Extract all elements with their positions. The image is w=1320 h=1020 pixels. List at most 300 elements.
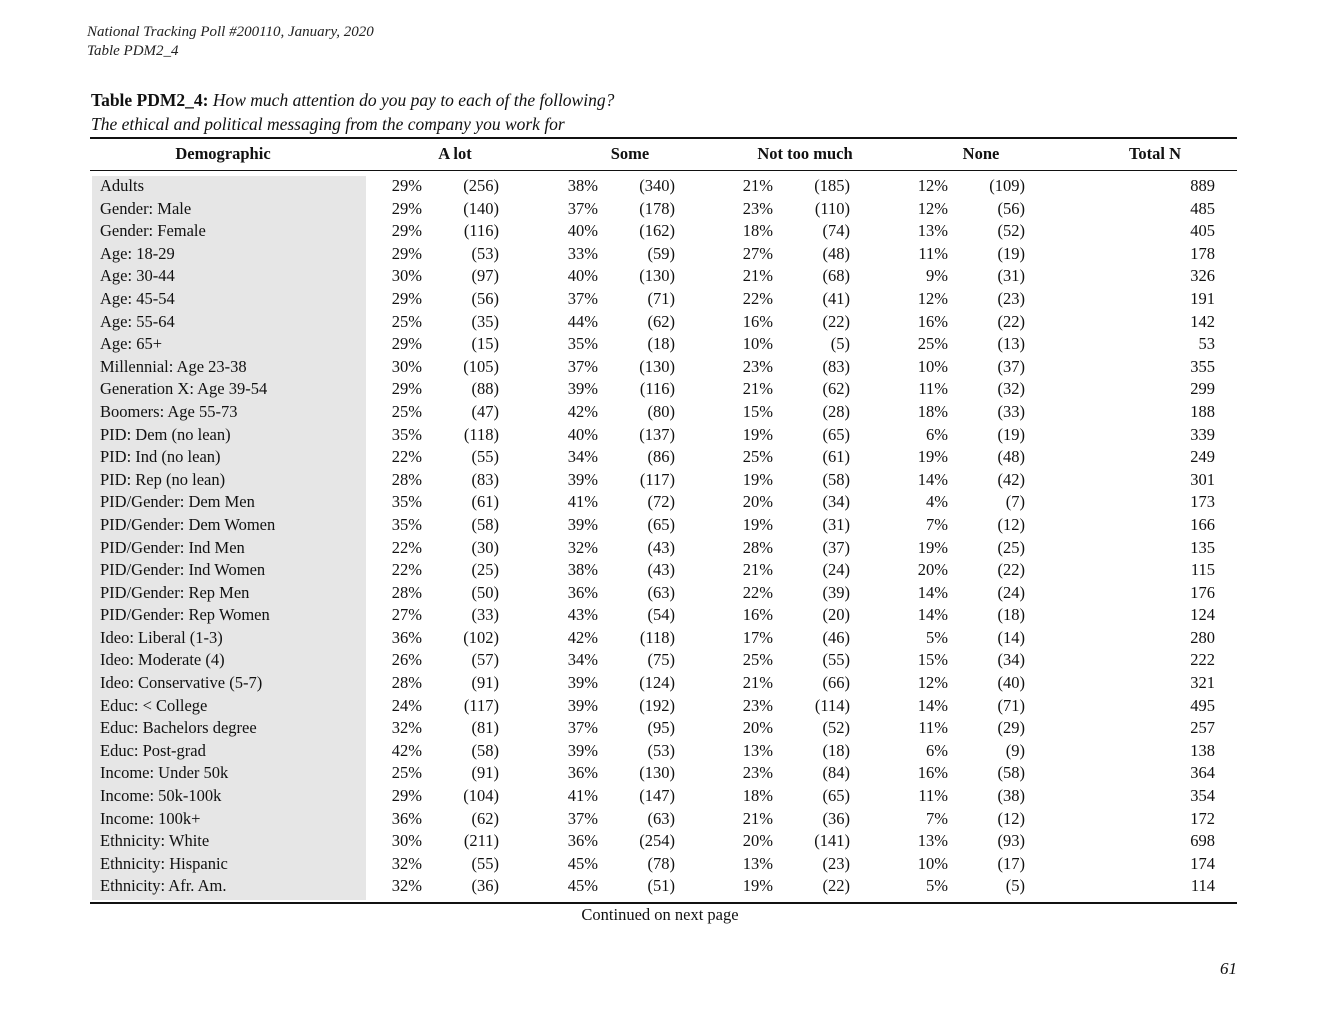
caption-question: How much attention do you pay to each of the following? [212, 90, 615, 110]
cell-not-too-much-n: (20) [822, 605, 850, 625]
cell-not-too-much-pct: 25% [742, 650, 773, 670]
row-label: Gender: Female [100, 221, 206, 241]
cell-some-pct: 39% [567, 469, 598, 489]
cell-a-lot-n: (97) [471, 266, 499, 286]
table-row [0, 311, 1320, 334]
row-label: PID/Gender: Rep Men [100, 582, 250, 602]
cell-none-pct: 12% [917, 288, 948, 308]
cell-a-lot-n: (57) [471, 650, 499, 670]
cell-none-n: (40) [997, 673, 1025, 693]
cell-some-n: (137) [639, 424, 675, 444]
cell-a-lot-n: (91) [471, 673, 499, 693]
cell-none-n: (22) [997, 560, 1025, 580]
cell-not-too-much-n: (84) [822, 763, 850, 783]
cell-a-lot-n: (88) [471, 379, 499, 399]
cell-none-pct: 12% [917, 198, 948, 218]
table-row [0, 514, 1320, 537]
table-row [0, 762, 1320, 785]
table-row [0, 582, 1320, 605]
cell-a-lot-pct: 32% [391, 718, 422, 738]
row-label: PID/Gender: Ind Women [100, 560, 266, 580]
table-row [0, 401, 1320, 424]
row-label: PID/Gender: Dem Men [100, 492, 255, 512]
row-label: Educ: Post-grad [100, 740, 206, 760]
table-row [0, 288, 1320, 311]
table-row [0, 537, 1320, 560]
cell-none-n: (37) [997, 356, 1025, 376]
cell-none-n: (56) [997, 198, 1025, 218]
cell-not-too-much-pct: 18% [742, 221, 773, 241]
cell-none-pct: 13% [917, 831, 948, 851]
cell-total-n: 354 [1190, 786, 1215, 806]
row-label: Educ: < College [100, 695, 208, 715]
cell-a-lot-n: (50) [471, 582, 499, 602]
table-row [0, 356, 1320, 379]
row-label: PID: Dem (no lean) [100, 424, 231, 444]
cell-none-pct: 5% [926, 876, 948, 896]
cell-total-n: 698 [1190, 831, 1215, 851]
cell-some-n: (43) [647, 560, 675, 580]
cell-a-lot-pct: 29% [391, 243, 422, 263]
cell-none-pct: 12% [917, 673, 948, 693]
table-row [0, 785, 1320, 808]
cell-some-n: (65) [647, 514, 675, 534]
cell-a-lot-pct: 32% [391, 853, 422, 873]
cell-none-n: (12) [997, 808, 1025, 828]
cell-not-too-much-pct: 20% [742, 831, 773, 851]
cell-none-n: (32) [997, 379, 1025, 399]
cell-some-pct: 39% [567, 514, 598, 534]
cell-none-n: (29) [997, 718, 1025, 738]
cell-some-pct: 40% [567, 266, 598, 286]
cell-total-n: 889 [1190, 176, 1215, 195]
cell-not-too-much-n: (36) [822, 808, 850, 828]
cell-a-lot-pct: 25% [391, 763, 422, 783]
table-row [0, 469, 1320, 492]
poll-title: National Tracking Poll #200110, January, 2020 [87, 24, 374, 40]
cell-none-n: (31) [997, 266, 1025, 286]
row-label: Educ: Bachelors degree [100, 718, 257, 738]
cell-none-pct: 6% [926, 424, 948, 444]
cell-a-lot-pct: 29% [391, 786, 422, 806]
cell-some-pct: 45% [567, 876, 598, 896]
cell-total-n: 326 [1190, 266, 1215, 286]
cell-total-n: 222 [1190, 650, 1215, 670]
cell-none-pct: 4% [926, 492, 948, 512]
cell-none-n: (109) [989, 176, 1025, 195]
cell-not-too-much-pct: 13% [742, 740, 773, 760]
table-row [0, 243, 1320, 266]
table-row [0, 175, 1320, 198]
cell-not-too-much-pct: 10% [742, 334, 773, 354]
cell-a-lot-pct: 35% [391, 492, 422, 512]
cell-some-pct: 44% [567, 311, 598, 331]
cell-a-lot-pct: 30% [391, 356, 422, 376]
cell-some-n: (63) [647, 808, 675, 828]
continued-note: Continued on next page [581, 905, 739, 924]
cell-none-pct: 16% [917, 763, 948, 783]
cell-not-too-much-pct: 18% [742, 786, 773, 806]
col-header-not-too-much: Not too much [757, 144, 853, 163]
cell-some-pct: 45% [567, 853, 598, 873]
table-row [0, 853, 1320, 876]
table-body [0, 175, 1320, 898]
cell-not-too-much-pct: 16% [742, 311, 773, 331]
cell-total-n: 53 [1198, 334, 1215, 354]
cell-not-too-much-n: (34) [822, 492, 850, 512]
cell-total-n: 191 [1190, 288, 1215, 308]
table-row [0, 446, 1320, 469]
cell-a-lot-n: (116) [463, 221, 499, 241]
cell-none-pct: 11% [918, 243, 948, 263]
cell-none-pct: 10% [917, 853, 948, 873]
cell-not-too-much-pct: 27% [742, 243, 773, 263]
cell-a-lot-n: (55) [471, 447, 499, 467]
cell-a-lot-n: (15) [471, 334, 499, 354]
cell-none-pct: 14% [917, 605, 948, 625]
cell-not-too-much-pct: 23% [742, 695, 773, 715]
table-row [0, 875, 1320, 898]
cell-a-lot-n: (104) [463, 786, 499, 806]
cell-not-too-much-pct: 16% [742, 605, 773, 625]
table-top-rule [90, 137, 1237, 139]
cell-none-pct: 9% [926, 266, 948, 286]
cell-none-pct: 15% [917, 650, 948, 670]
cell-a-lot-n: (256) [463, 176, 499, 195]
cell-some-n: (62) [647, 311, 675, 331]
cell-none-pct: 20% [917, 560, 948, 580]
cell-not-too-much-n: (141) [814, 831, 850, 851]
table-row [0, 265, 1320, 288]
cell-none-pct: 14% [917, 695, 948, 715]
cell-a-lot-n: (140) [463, 198, 499, 218]
cell-some-pct: 39% [567, 673, 598, 693]
cell-not-too-much-n: (68) [822, 266, 850, 286]
cell-not-too-much-n: (66) [822, 673, 850, 693]
cell-none-n: (19) [997, 243, 1025, 263]
cell-some-n: (130) [639, 356, 675, 376]
cell-some-n: (162) [639, 221, 675, 241]
table-row [0, 198, 1320, 221]
cell-not-too-much-n: (46) [822, 627, 850, 647]
cell-none-pct: 25% [917, 334, 948, 354]
col-header-none: None [962, 144, 1000, 163]
cell-some-pct: 37% [567, 718, 598, 738]
row-label: Adults [100, 176, 145, 195]
cell-none-pct: 6% [926, 740, 948, 760]
cell-a-lot-n: (25) [471, 560, 499, 580]
cell-some-pct: 40% [567, 424, 598, 444]
cell-some-pct: 36% [567, 763, 598, 783]
cell-none-pct: 14% [917, 469, 948, 489]
col-header-a-lot: A lot [438, 144, 472, 163]
cell-some-pct: 36% [567, 582, 598, 602]
cell-not-too-much-n: (31) [822, 514, 850, 534]
cell-a-lot-pct: 30% [391, 266, 422, 286]
cell-none-pct: 14% [917, 582, 948, 602]
row-label: Income: 100k+ [100, 808, 201, 828]
cell-none-pct: 7% [926, 514, 948, 534]
cell-total-n: 142 [1190, 311, 1215, 331]
row-label: Age: 18-29 [100, 243, 175, 263]
cell-not-too-much-n: (114) [814, 695, 850, 715]
table-row [0, 333, 1320, 356]
cell-some-pct: 43% [567, 605, 598, 625]
row-label: Ideo: Moderate (4) [100, 650, 225, 670]
row-label: Generation X: Age 39-54 [100, 379, 268, 399]
cell-a-lot-pct: 27% [391, 605, 422, 625]
cell-some-n: (340) [639, 176, 675, 195]
cell-not-too-much-pct: 22% [742, 582, 773, 602]
cell-a-lot-n: (53) [471, 243, 499, 263]
cell-a-lot-n: (102) [463, 627, 499, 647]
table-row [0, 740, 1320, 763]
col-header-total-n: Total N [1128, 144, 1182, 163]
cell-some-pct: 36% [567, 831, 598, 851]
cell-not-too-much-n: (52) [822, 718, 850, 738]
cell-a-lot-n: (118) [463, 424, 499, 444]
row-label: Ideo: Liberal (1-3) [100, 627, 223, 647]
cell-a-lot-pct: 29% [391, 288, 422, 308]
cell-total-n: 257 [1190, 718, 1215, 738]
cell-some-n: (43) [647, 537, 675, 557]
row-label: Boomers: Age 55-73 [100, 401, 238, 421]
row-label: PID/Gender: Ind Men [100, 537, 245, 557]
cell-not-too-much-pct: 21% [742, 379, 773, 399]
cell-none-pct: 5% [926, 627, 948, 647]
cell-not-too-much-n: (37) [822, 537, 850, 557]
cell-a-lot-pct: 36% [391, 808, 422, 828]
cell-some-n: (118) [639, 627, 675, 647]
cell-total-n: 115 [1190, 560, 1215, 580]
cell-none-pct: 19% [917, 537, 948, 557]
cell-some-n: (51) [647, 876, 675, 896]
cell-a-lot-pct: 22% [391, 537, 422, 557]
cell-total-n: 178 [1190, 243, 1215, 263]
cell-none-n: (7) [1005, 492, 1025, 512]
cell-a-lot-n: (56) [471, 288, 499, 308]
cell-total-n: 339 [1190, 424, 1215, 444]
cell-a-lot-n: (30) [471, 537, 499, 557]
cell-a-lot-pct: 29% [391, 198, 422, 218]
cell-a-lot-pct: 29% [391, 221, 422, 241]
cell-some-pct: 37% [567, 288, 598, 308]
cell-a-lot-pct: 29% [391, 379, 422, 399]
cell-total-n: 174 [1190, 853, 1215, 873]
row-label: PID: Ind (no lean) [100, 447, 221, 467]
table-row [0, 220, 1320, 243]
cell-a-lot-n: (47) [471, 401, 499, 421]
table-row [0, 627, 1320, 650]
cell-a-lot-n: (58) [471, 514, 499, 534]
cell-a-lot-n: (81) [471, 718, 499, 738]
row-label: PID/Gender: Dem Women [100, 514, 276, 534]
cell-not-too-much-pct: 23% [742, 763, 773, 783]
table-row [0, 830, 1320, 853]
cell-a-lot-pct: 35% [391, 424, 422, 444]
col-header-demographic: Demographic [175, 144, 271, 163]
cell-total-n: 355 [1190, 356, 1215, 376]
cell-total-n: 172 [1190, 808, 1215, 828]
row-label: Ethnicity: White [100, 831, 210, 851]
cell-not-too-much-n: (55) [822, 650, 850, 670]
cell-not-too-much-pct: 21% [742, 266, 773, 286]
cell-not-too-much-n: (28) [822, 401, 850, 421]
cell-none-pct: 7% [926, 808, 948, 828]
row-label: Income: 50k-100k [100, 786, 222, 806]
cell-none-n: (33) [997, 401, 1025, 421]
cell-some-n: (80) [647, 401, 675, 421]
cell-not-too-much-n: (48) [822, 243, 850, 263]
cell-total-n: 138 [1190, 740, 1215, 760]
cell-not-too-much-n: (18) [822, 740, 850, 760]
cell-not-too-much-pct: 19% [742, 514, 773, 534]
cell-some-pct: 34% [567, 650, 598, 670]
cell-not-too-much-pct: 22% [742, 288, 773, 308]
cell-none-n: (14) [997, 627, 1025, 647]
cell-none-pct: 10% [917, 356, 948, 376]
cell-not-too-much-pct: 28% [742, 537, 773, 557]
cell-some-n: (254) [639, 831, 675, 851]
cell-some-pct: 37% [567, 808, 598, 828]
cell-total-n: 301 [1190, 469, 1215, 489]
table-row [0, 672, 1320, 695]
cell-total-n: 364 [1190, 763, 1215, 783]
cell-a-lot-n: (62) [471, 808, 499, 828]
cell-a-lot-pct: 22% [391, 560, 422, 580]
cell-not-too-much-n: (83) [822, 356, 850, 376]
cell-some-n: (54) [647, 605, 675, 625]
row-label: Age: 45-54 [100, 288, 175, 308]
cell-none-pct: 18% [917, 401, 948, 421]
cell-none-n: (25) [997, 537, 1025, 557]
cell-a-lot-pct: 25% [391, 401, 422, 421]
table-row [0, 649, 1320, 672]
cell-a-lot-pct: 28% [391, 673, 422, 693]
cell-some-n: (116) [639, 379, 675, 399]
cell-not-too-much-pct: 19% [742, 876, 773, 896]
row-label: Age: 55-64 [100, 311, 175, 331]
cell-none-pct: 13% [917, 221, 948, 241]
cell-some-n: (124) [639, 673, 675, 693]
cell-not-too-much-pct: 20% [742, 718, 773, 738]
cell-some-pct: 41% [567, 492, 598, 512]
row-label: Age: 30-44 [100, 266, 175, 286]
cell-some-pct: 42% [567, 401, 598, 421]
cell-a-lot-pct: 28% [391, 469, 422, 489]
cell-a-lot-pct: 35% [391, 514, 422, 534]
cell-not-too-much-n: (58) [822, 469, 850, 489]
cell-none-pct: 19% [917, 447, 948, 467]
cell-some-n: (130) [639, 763, 675, 783]
cell-not-too-much-pct: 23% [742, 356, 773, 376]
cell-some-n: (192) [639, 695, 675, 715]
cell-some-n: (75) [647, 650, 675, 670]
cell-none-n: (24) [997, 582, 1025, 602]
cell-a-lot-pct: 32% [391, 876, 422, 896]
cell-not-too-much-pct: 21% [742, 560, 773, 580]
table-caption [91, 88, 1237, 112]
cell-not-too-much-pct: 21% [742, 673, 773, 693]
table-row [0, 604, 1320, 627]
row-label: Income: Under 50k [100, 763, 229, 783]
table-row [0, 695, 1320, 718]
cell-not-too-much-pct: 21% [742, 176, 773, 195]
cell-some-n: (130) [639, 266, 675, 286]
row-label: PID/Gender: Rep Women [100, 605, 270, 625]
cell-none-n: (34) [997, 650, 1025, 670]
cell-none-n: (38) [997, 786, 1025, 806]
cell-a-lot-pct: 36% [391, 627, 422, 647]
cell-not-too-much-n: (185) [814, 176, 850, 195]
cell-total-n: 135 [1190, 537, 1215, 557]
cell-some-pct: 33% [567, 243, 598, 263]
row-label: PID: Rep (no lean) [100, 469, 226, 489]
cell-total-n: 280 [1190, 627, 1215, 647]
cell-a-lot-n: (105) [463, 356, 499, 376]
cell-none-n: (17) [997, 853, 1025, 873]
cell-a-lot-pct: 28% [391, 582, 422, 602]
cell-none-n: (18) [997, 605, 1025, 625]
cell-some-pct: 41% [567, 786, 598, 806]
cell-a-lot-pct: 22% [391, 447, 422, 467]
cell-a-lot-pct: 26% [391, 650, 422, 670]
cell-not-too-much-n: (5) [830, 334, 850, 354]
page-number: 61 [1220, 959, 1237, 978]
table-row [0, 491, 1320, 514]
cell-not-too-much-n: (41) [822, 288, 850, 308]
cell-total-n: 166 [1190, 514, 1215, 534]
cell-none-pct: 11% [918, 379, 948, 399]
cell-none-pct: 16% [917, 311, 948, 331]
cell-total-n: 485 [1190, 198, 1215, 218]
cell-total-n: 176 [1190, 582, 1215, 602]
table-header-rule [90, 170, 1237, 171]
cell-none-n: (71) [997, 695, 1025, 715]
cell-a-lot-pct: 42% [391, 740, 422, 760]
cell-some-n: (18) [647, 334, 675, 354]
cell-not-too-much-n: (23) [822, 853, 850, 873]
cell-none-n: (13) [997, 334, 1025, 354]
cell-some-pct: 39% [567, 379, 598, 399]
cell-some-n: (63) [647, 582, 675, 602]
cell-not-too-much-n: (65) [822, 786, 850, 806]
cell-some-pct: 38% [567, 560, 598, 580]
table-id: Table PDM2_4 [87, 43, 179, 59]
cell-a-lot-pct: 30% [391, 831, 422, 851]
cell-total-n: 405 [1190, 221, 1215, 241]
cell-none-n: (42) [997, 469, 1025, 489]
cell-some-n: (72) [647, 492, 675, 512]
cell-a-lot-n: (61) [471, 492, 499, 512]
cell-some-pct: 34% [567, 447, 598, 467]
cell-a-lot-n: (211) [463, 831, 499, 851]
cell-none-n: (58) [997, 763, 1025, 783]
cell-some-pct: 40% [567, 221, 598, 241]
row-label: Millennial: Age 23-38 [100, 356, 247, 376]
cell-some-pct: 35% [567, 334, 598, 354]
cell-not-too-much-n: (74) [822, 221, 850, 241]
cell-none-n: (93) [997, 831, 1025, 851]
cell-not-too-much-n: (24) [822, 560, 850, 580]
cell-not-too-much-pct: 19% [742, 469, 773, 489]
cell-a-lot-n: (58) [471, 740, 499, 760]
cell-a-lot-n: (35) [471, 311, 499, 331]
cell-total-n: 173 [1190, 492, 1215, 512]
cell-none-n: (5) [1005, 876, 1025, 896]
cell-not-too-much-n: (62) [822, 379, 850, 399]
cell-total-n: 188 [1190, 401, 1215, 421]
